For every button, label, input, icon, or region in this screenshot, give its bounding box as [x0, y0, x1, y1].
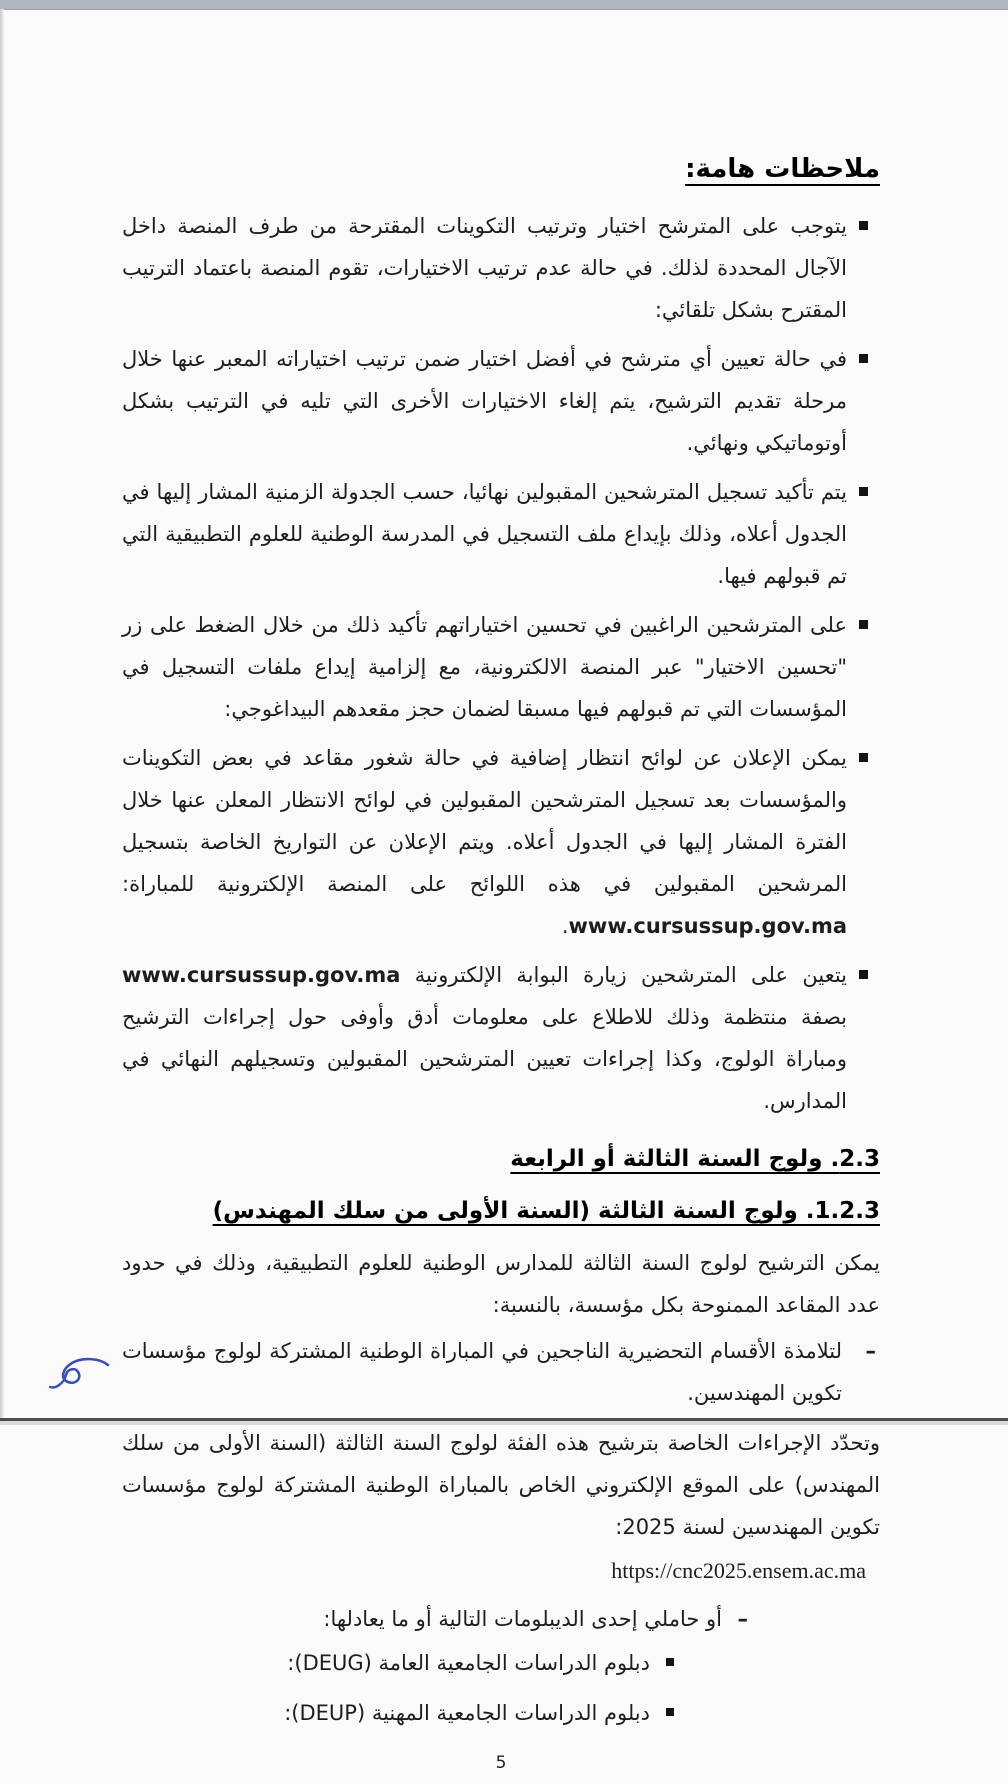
diploma-item: دبلوم الدراسات الجامعية العامة (DEUG): — [122, 1642, 682, 1684]
section-heading-third-or-fourth-year: 2.3. ولوج السنة الثالثة أو الرابعة — [510, 1146, 880, 1172]
note-text: . — [561, 914, 569, 938]
cursussup-link[interactable]: www.cursussup.gov.ma — [568, 914, 847, 938]
page-title: ملاحظات هامة: — [685, 154, 880, 184]
note-text: يمكن الإعلان عن لوائح انتظار إضافية في حالة شغور مقاعد في بعض التكوينات والمؤسسات بعد تسجيل المترشحين المقبولين في لوائح الانتظار المعلن عنها خلال الفترة المشار إليها في الجدول أعلاه. ويتم الإعلان عن التواريخ الخاصة بتسجيل المرشحين المقبولين في هذه اللوائح على المنصة الإلكترونية للمباراة: — [122, 746, 847, 896]
note-text: يتوجب على المترشح اختيار وترتيب التكوينات المقترحة من طرف المنصة داخل الآجال المحددة لذلك. في حالة عدم ترتيب الاختيارات، تقوم المنصة باعتماد الترتيب المقترح بشكل تلقائي: — [122, 214, 847, 322]
note-text: يتعين على المترشحين زيارة البوابة الإلكترونية — [400, 963, 847, 987]
note-item — [122, 338, 880, 464]
note-item — [122, 604, 880, 730]
section-heading-third-year-engineer: 1.2.3. ولوج السنة الثالثة (السنة الأولى من سلك المهندس) — [212, 1198, 880, 1224]
important-notes-list — [122, 205, 880, 1122]
diplomas-list — [122, 1642, 682, 1734]
note-text: في حالة تعيين أي مترشح في أفضل اختيار ضمن ترتيب اختياراته المعبر عنها خلال مرحلة تقديم الترشيح، يتم إلغاء الاختيارات الأخرى التي تليه في الترتيب بشكل أوتوماتيكي ونهائي. — [122, 347, 847, 455]
handwritten-mark — [38, 1351, 118, 1407]
note-item — [122, 737, 880, 947]
note-item — [122, 954, 880, 1122]
note-text: على المترشحين الراغبين في تحسين اختياراتهم تأكيد ذلك من خلال الضغط على زر "تحسين الاختيار" عبر المنصة الالكترونية، مع إلزامية إيداع ملفات التسجيل في المؤسسات التي تم قبولهم فيها مسبقا لضمان حجز مقعدهم البيداغوجي: — [122, 613, 847, 721]
scan-edge-bottom-under — [0, 1421, 1008, 1425]
intro-paragraph: يمكن الترشيح لولوج السنة الثالثة للمدارس الوطنية للعلوم التطبيقية، وذلك في حدود عدد المقاعد الممنوحة بكل مؤسسة، بالنسبة: — [122, 1251, 880, 1317]
dash-item-cpge: – لتلامذة الأقسام التحضيرية الناجحين في المباراة الوطنية المشتركة لولوج مؤسسات تكوين المهندسين. — [122, 1330, 880, 1414]
note-item — [122, 471, 880, 597]
document-page — [4, 9, 1008, 1773]
note-text: يتم تأكيد تسجيل المترشحين المقبولين نهائيا، حسب الجدولة الزمنية المشار إليها في الجدول أعلاه، وذلك بإيداع ملف التسجيل في المدرسة الوطنية للعلوم التطبيقية التي تم قبولهم فيها. — [122, 480, 847, 588]
page-number: 5 — [495, 1753, 507, 1773]
note-text: بصفة منتظمة وذلك للاطلاع على معلومات أدق وأوفى حول إجراءات الترشيح ومباراة الولوج، وكذا إجراءات تعيين المترشحين المقبولين وتسجيلهم النهائي في المدارس. — [122, 1005, 847, 1113]
note-item — [122, 205, 880, 331]
dash-item-diplomas: – أو حاملي إحدى الديبلومات التالية أو ما يعادلها: — [122, 1598, 752, 1640]
procedures-paragraph: وتحدّد الإجراءات الخاصة بترشيح هذه الفئة لولوج السنة الثالثة (السنة الأولى من سلك المهندس) على الموقع الإلكتروني الخاص بالمباراة الوطنية المشتركة لولوج مؤسسات تكوين المهندسين لسنة 2025: — [122, 1431, 880, 1539]
cnc-link[interactable]: https://cnc2025.ensem.ac.ma — [611, 1558, 866, 1583]
cursussup-link[interactable]: www.cursussup.gov.ma — [122, 963, 401, 987]
diploma-item: دبلوم الدراسات الجامعية المهنية (DEUP): — [122, 1692, 682, 1734]
